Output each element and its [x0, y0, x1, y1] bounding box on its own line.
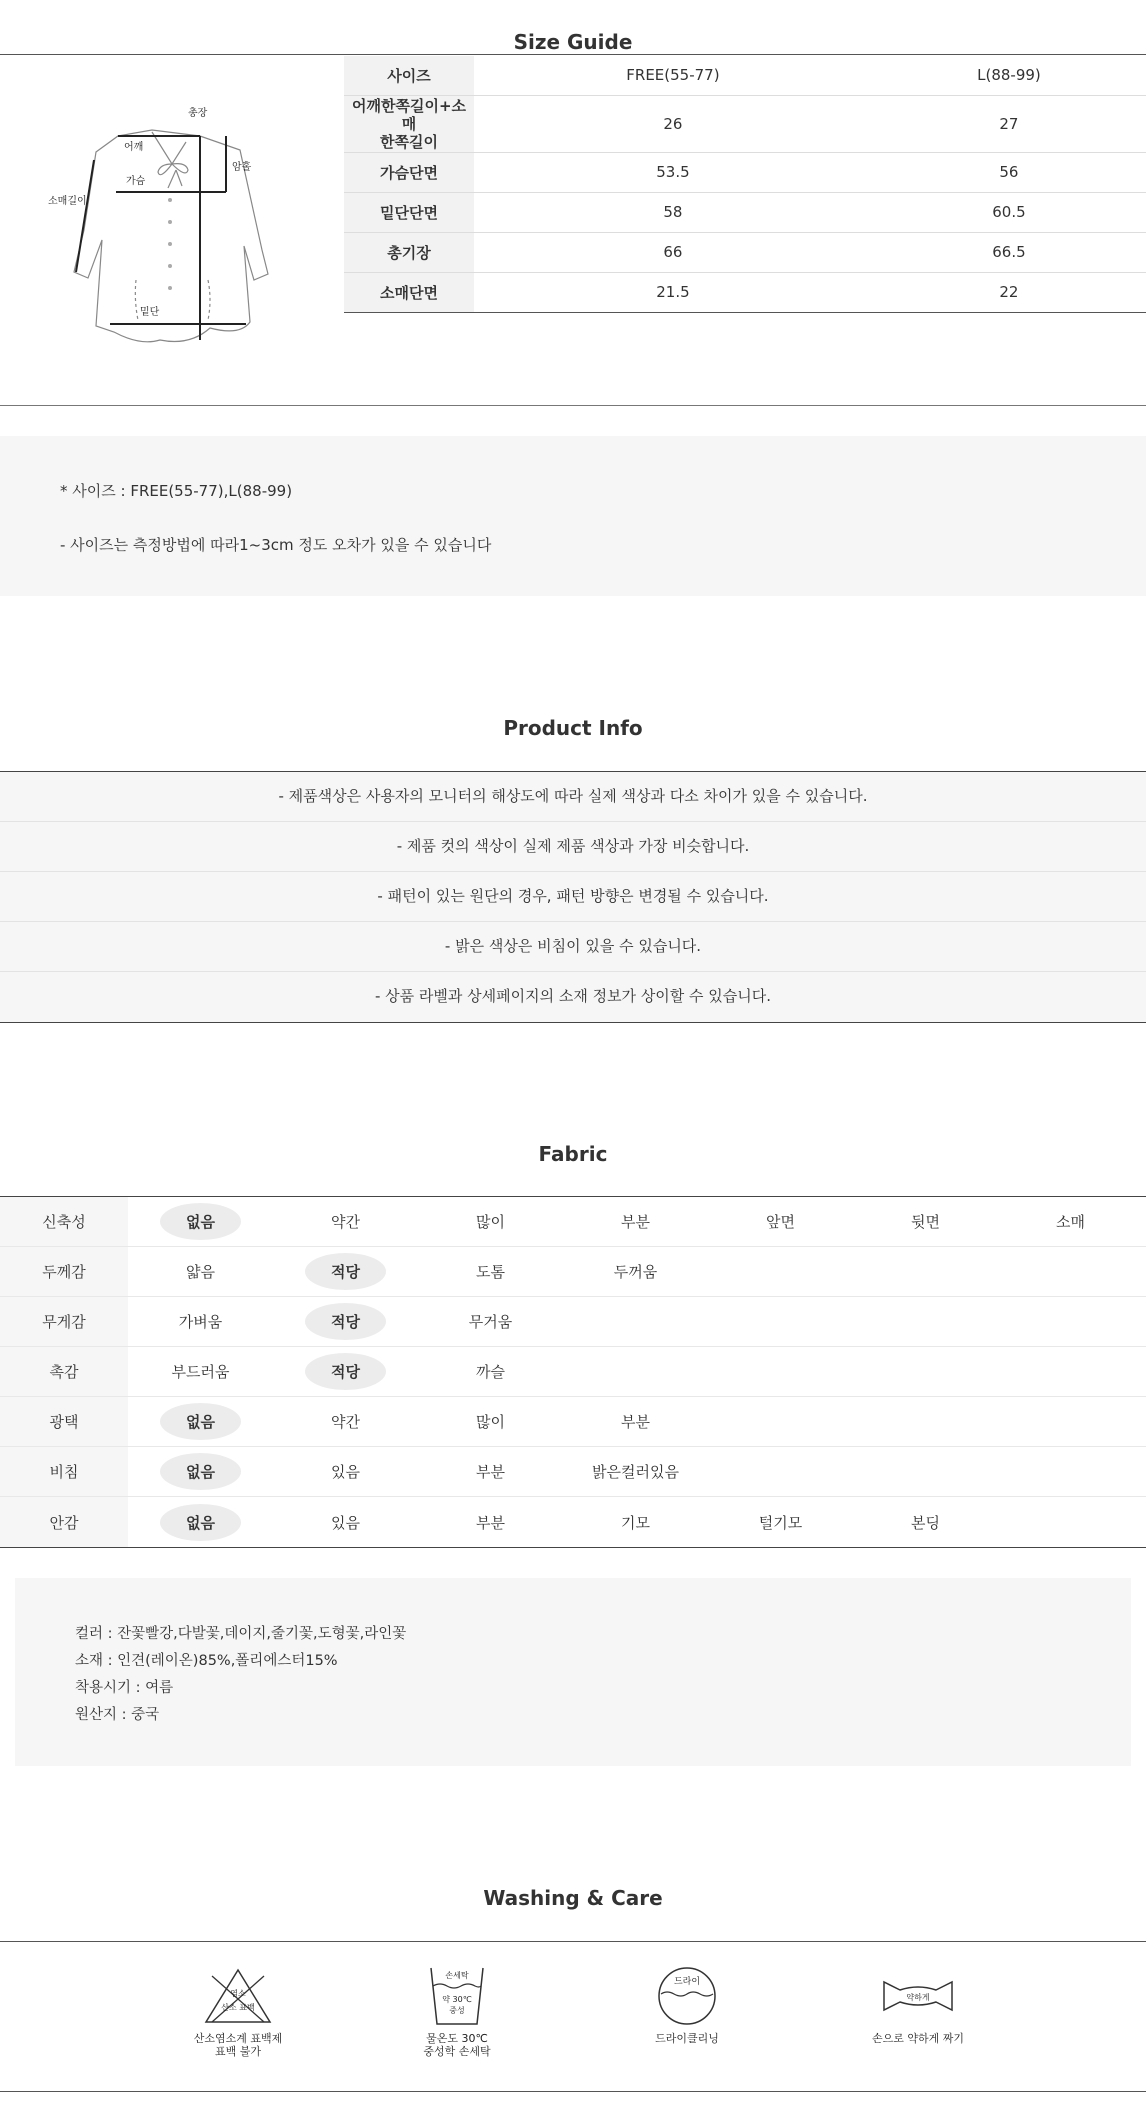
size-row [344, 95, 1146, 152]
fabric-option: 두꺼움 [613, 1263, 658, 1281]
size-cell: 27 [872, 95, 1146, 152]
fabric-row [0, 1397, 1146, 1447]
fabric-option: 까슬 [476, 1363, 505, 1381]
size-row-label: 가슴단면 [344, 152, 474, 192]
fabric-option: 기모 [621, 1513, 650, 1532]
fabric-option: 있음 [331, 1463, 360, 1481]
fabric-option: 부드러움 [171, 1363, 230, 1381]
care-item-hand-wash [377, 1964, 537, 2058]
size-row [344, 192, 1146, 232]
size-row-label: 총기장 [344, 232, 474, 272]
fabric-option-selected: 적당 [273, 1347, 418, 1396]
fabric-row-label: 무게감 [0, 1297, 128, 1346]
product-info-line: - 제품 컷의 색상이 실제 제품 색상과 가장 비슷합니다. [0, 822, 1146, 872]
fabric-row [0, 1497, 1146, 1547]
size-note: * 사이즈 : FREE(55-77),L(88-99) [60, 482, 293, 500]
garment-diagram [40, 100, 280, 360]
fabric-info-box [15, 1578, 1131, 1766]
hand-wash-icon [417, 1964, 497, 2028]
fabric-option: 앞면 [766, 1213, 795, 1231]
fabric-option: 부분 [621, 1413, 650, 1431]
fabric-option: 많이 [476, 1213, 505, 1231]
product-info-line: - 상품 라벨과 상세페이지의 소재 정보가 상이할 수 있습니다. [0, 972, 1146, 1022]
fabric-option-selected: 적당 [273, 1247, 418, 1296]
fabric-row-label: 비침 [0, 1447, 128, 1496]
diagram-chest-label: 가슴 [126, 176, 146, 187]
size-row [344, 232, 1146, 272]
size-row [344, 272, 1146, 312]
size-notice-box [0, 436, 1146, 596]
product-info-line: - 제품색상은 사용자의 모니터의 해상도에 따라 실제 색상과 다소 차이가 있을 수 있습니다. [0, 772, 1146, 822]
diagram-shoulder-label: 어깨 [124, 142, 144, 153]
care-item-no-bleach [158, 1964, 318, 2058]
svg-text:약 30℃: 약 30℃ [442, 1995, 472, 2004]
fabric-option: 얇음 [186, 1263, 215, 1281]
fabric-option: 있음 [331, 1513, 360, 1532]
diagram-length-label: 총장 [188, 108, 208, 119]
fabric-option: 본딩 [911, 1513, 940, 1532]
fabric-option-selected: 없음 [128, 1397, 273, 1446]
divider [0, 405, 1146, 406]
size-cell: 58 [474, 192, 872, 232]
fabric-option-selected: 없음 [128, 1197, 273, 1246]
fabric-row-label: 두께감 [0, 1247, 128, 1296]
size-guide-title: Size Guide [513, 30, 633, 54]
fabric-row-label: 광택 [0, 1397, 128, 1446]
care-label: 드라이클리닝 [655, 2032, 719, 2045]
care-item-dry-clean [607, 1964, 767, 2045]
svg-text:약하게: 약하게 [906, 1993, 930, 2002]
svg-text:손세탁: 손세탁 [445, 1971, 469, 1980]
size-cell: 53.5 [474, 152, 872, 192]
size-header-row [344, 56, 1146, 95]
fabric-row [0, 1297, 1146, 1347]
size-cell: 66 [474, 232, 872, 272]
fabric-option: 무거움 [468, 1313, 513, 1331]
fabric-row [0, 1247, 1146, 1297]
care-label: 물온도 30℃ 중성학 손세탁 [423, 2032, 491, 2058]
fabric-info-line: 착용시기 : 여름 [75, 1680, 174, 1696]
svg-text:드라이: 드라이 [673, 1977, 701, 1987]
product-info-line: - 밝은 색상은 비침이 있을 수 있습니다. [0, 922, 1146, 972]
fabric-title: Fabric [538, 1142, 608, 1166]
dry-clean-icon [647, 1964, 727, 2028]
size-header-label: 사이즈 [344, 56, 474, 95]
divider [0, 54, 1146, 55]
size-cell: 26 [474, 95, 872, 152]
size-row-label: 소매단면 [344, 272, 474, 312]
fabric-option: 부분 [621, 1213, 650, 1231]
svg-text:산소 표백: 산소 표백 [221, 2003, 255, 2012]
fabric-option: 밝은컬러있음 [592, 1463, 679, 1481]
divider [0, 1941, 1146, 1942]
fabric-option: 소매 [1056, 1213, 1085, 1231]
fabric-row [0, 1447, 1146, 1497]
fabric-option: 부분 [476, 1513, 505, 1532]
fabric-option: 부분 [476, 1463, 505, 1481]
product-info-title: Product Info [503, 716, 643, 740]
washing-title: Washing & Care [483, 1886, 663, 1910]
fabric-info-line: 컬러 : 잔꽃빨강,다발꽃,데이지,줄기꽃,도형꽃,라인꽃 [75, 1626, 407, 1642]
no-bleach-icon [198, 1964, 278, 2028]
size-header-l: L(88-99) [872, 56, 1146, 95]
size-note: - 사이즈는 측정방법에 따라1~3cm 정도 오차가 있을 수 있습니다 [60, 536, 492, 554]
care-item-gentle-wring [838, 1964, 998, 2045]
size-table [344, 56, 1146, 313]
fabric-info-line: 소재 : 인견(레이온)85%,폴리에스터15% [75, 1653, 338, 1669]
fabric-option-selected: 적당 [273, 1297, 418, 1346]
fabric-option: 털기모 [758, 1513, 803, 1532]
diagram-hem-label: 밑단 [140, 307, 160, 318]
fabric-option: 약간 [331, 1213, 360, 1231]
care-label: 산소염소계 표백제 표백 불가 [193, 2032, 283, 2058]
product-info-line: - 패턴이 있는 원단의 경우, 패턴 방향은 변경될 수 있습니다. [0, 872, 1146, 922]
fabric-option: 도톰 [476, 1263, 505, 1281]
fabric-row [0, 1347, 1146, 1397]
fabric-row [0, 1197, 1146, 1247]
fabric-info-line: 원산지 : 중국 [75, 1707, 160, 1723]
size-header-free: FREE(55-77) [474, 56, 872, 95]
svg-text:염소: 염소 [230, 1989, 246, 1998]
fabric-option-selected: 없음 [128, 1497, 273, 1547]
size-cell: 22 [872, 272, 1146, 312]
size-row [344, 152, 1146, 192]
svg-text:중성: 중성 [449, 2006, 465, 2015]
fabric-row-label: 촉감 [0, 1347, 128, 1396]
fabric-row-label: 신축성 [0, 1197, 128, 1246]
fabric-row-label: 안감 [0, 1497, 128, 1547]
fabric-option: 약간 [331, 1413, 360, 1431]
fabric-option: 가벼움 [178, 1313, 223, 1331]
product-info-list [0, 771, 1146, 1023]
size-cell: 56 [872, 152, 1146, 192]
care-label: 손으로 약하게 짜기 [871, 2032, 964, 2045]
size-cell: 66.5 [872, 232, 1146, 272]
size-cell: 21.5 [474, 272, 872, 312]
size-row-label: 밑단단면 [344, 192, 474, 232]
size-cell: 60.5 [872, 192, 1146, 232]
size-row-label: 어깨한쪽길이+소매 한쪽길이 [344, 95, 474, 152]
fabric-option-selected: 없음 [128, 1447, 273, 1496]
gentle-wring-icon [878, 1964, 958, 2028]
diagram-sleeve-label: 소매길이 [48, 196, 87, 207]
fabric-option: 뒷면 [911, 1213, 940, 1231]
divider [0, 2091, 1146, 2092]
fabric-option: 많이 [476, 1413, 505, 1431]
fabric-table [0, 1196, 1146, 1548]
diagram-armhole-label: 암홀 [232, 162, 252, 173]
